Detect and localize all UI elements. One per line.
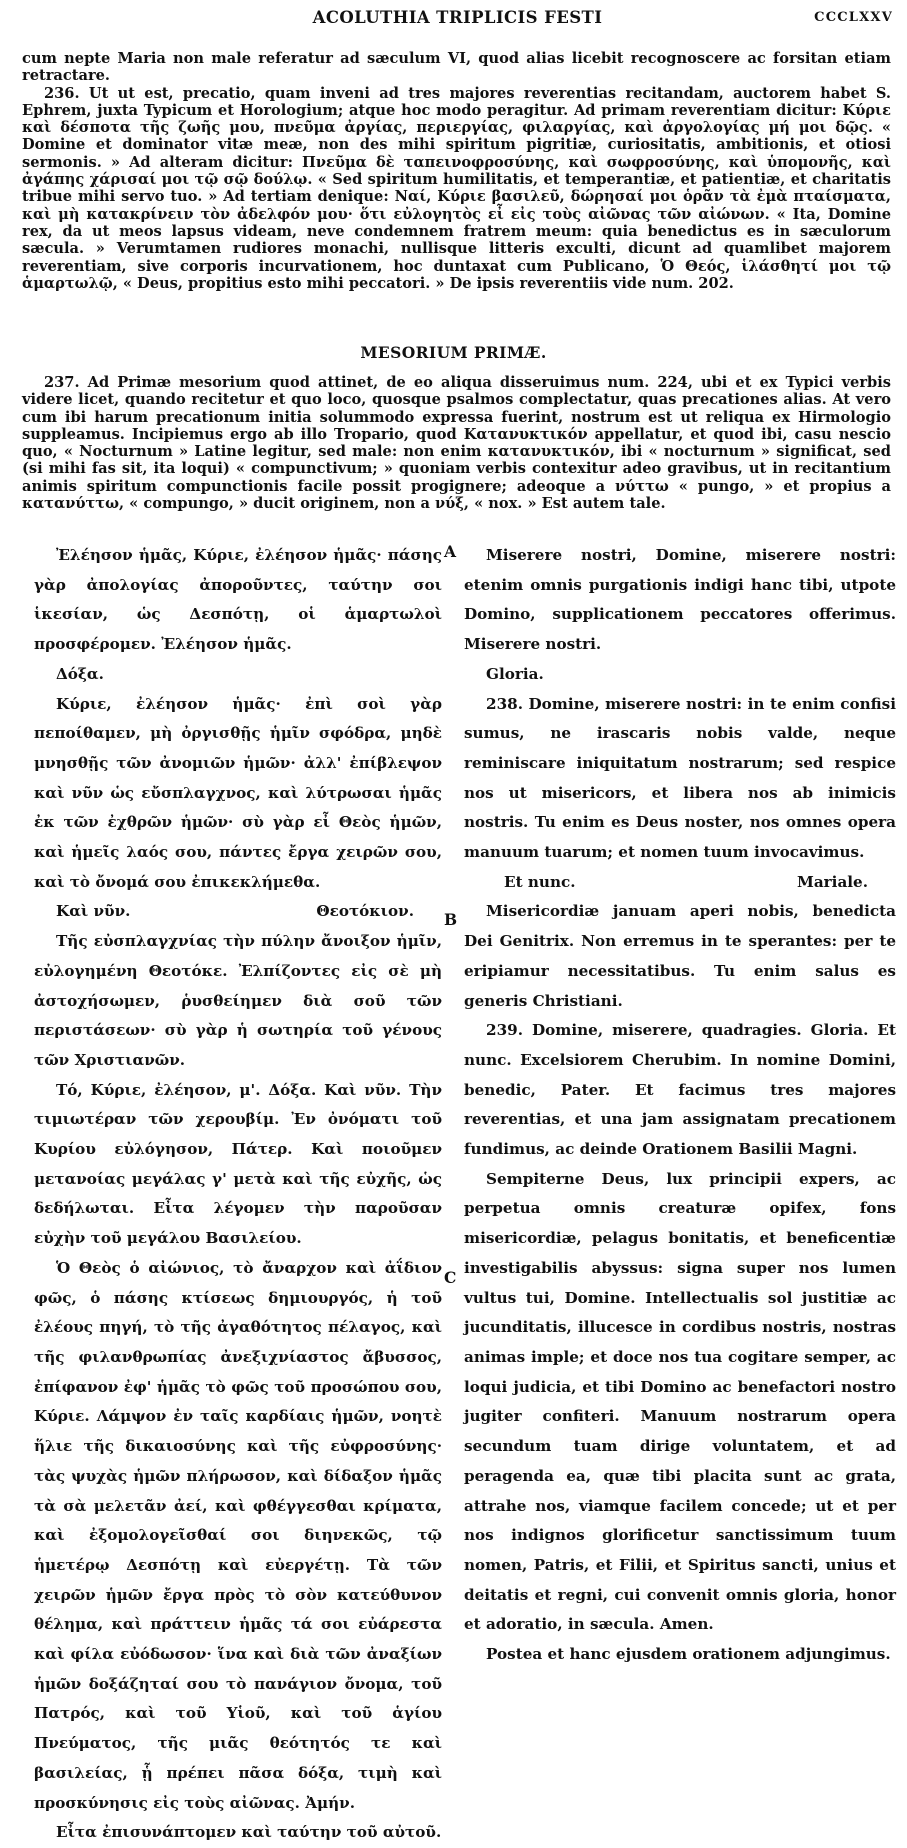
greek-kai-nyn-line [34,897,442,927]
latin-mariale: Mariale. [797,872,868,891]
greek-doxa: Δόξα. [56,664,104,683]
greek-kai-nyn: Καὶ νῦν. [56,902,131,921]
page-number: CCCLXXV [814,10,893,25]
greek-troparion-3: Τῆς εὐσπλαγχνίας τὴν πύλην ἄνοιξον ἡμῖν, εὐλογημένη Θεοτόκε. Ἐλπίζοντες εἰς σὲ μὴ ἀστοχήσωμεν, ῥυσθείημεν διὰ σοῦ τῶν περιστάσεων· σὺ γὰρ ἡ σωτηρία τοῦ γένους τῶν Χριστιανῶν. [34,932,442,1069]
margin-marker-c: C [444,1268,457,1287]
greek-prayer: Ὁ Θεὸς ὁ αἰώνιος, τὸ ἄναρχον καὶ ἀΐδιον φῶς, ὁ πάσης κτίσεως δημιουργός, ἡ τοῦ ἐλέους πηγή, τὸ τῆς ἀγαθότητος πέλαγος, καὶ τῆς φιλανθρωπίας ἀνεξιχνίαστος ἄβυσσος, ἐπίφανον ἐφ' ἡμᾶς τὸ φῶς τοῦ προσώπου σου, Κύριε. Λάμψον ἐν ταῖς καρδίαις ἡμῶν, νοητὲ ἥλιε τῆς δικαιοσύνης καὶ τῆς εὐφροσύνης· τὰς ψυχὰς ἡμῶν πλήρωσον, καὶ δίδαξον ἡμᾶς τὰ σὰ μελετᾶν ἀεί, καὶ φθέγγεσθαι κρίματα, καὶ ἐξομολογεῖσθαί σοι διηνεκῶς, τῷ ἡμετέρῳ Δεσπότῃ καὶ εὐεργέτῃ. Τὰ τῶν χειρῶν ἡμῶν ἔργα πρὸς τὸ σὸν κατεύθυνον θέλημα, καὶ πράττειν ἡμᾶς τά σοι εὐάρεστα καὶ φίλα εὐόδωσον· ἵνα καὶ διὰ τῶν ἀναξίων ἡμῶν δοξάζηταί σου τὸ πανάγιον ὄνομα, τοῦ Πατρός, καὶ τοῦ Υἱοῦ, καὶ τοῦ ἁγίου Πνεύματος, τῆς μιᾶς θεότητός τε καὶ βασιλείας, ᾗ πρέπει πᾶσα δόξα, τιμὴ καὶ προσκύνησις εἰς τοὺς αἰῶνας. Ἀμήν. [34,1258,442,1812]
latin-column [464,541,896,1670]
paragraph-236: 236. Ut ut est, precatio, quam inveni ad tres majores reverentias recitandam, auctorem habet S. Ephrem, juxta Typicum et Horologium; atque hoc modo peragitur. Ad primam reverentiam dicitur: Κύριε καὶ δέσποτα τῆς ζωῆς μου, πνεῦμα ἀργίας, περιεργίας, φιλαργίας, καὶ ἀργολογίας μή μοι δῷς. « Domine et dominator vitæ meæ, non des mihi spiritum pigritiæ, curiositatis, ambitionis, et otiosi sermonis. » Ad alteram dicitur: Πνεῦμα δὲ ταπεινοφροσύνης, καὶ σωφροσύνης, καὶ ὑπομονῆς, καὶ ἀγάπης χάρισαί μοι τῷ σῷ δούλῳ. « Sed spiritum humilitatis, et temperantiæ, et patientiæ, et charitatis tribue mihi servo tuo. » Ad tertiam denique: Ναί, Κύριε βασιλεῦ, δώρησαί μοι ὁρᾶν τὰ ἐμὰ πταίσματα, καὶ μὴ κατακρίνειν τὸν ἀδελφόν μου· ὅτι εὐλογητὸς εἶ εἰς τοὺς αἰῶνας τῶν αἰώνων. « Ita, Domine rex, da ut meos lapsus videam, neve condemnem fratrem meum: quia benedictus es in sæculorum sæcula. » Verumtamen rudiores monachi, nullisque litteris exculti, dicunt ad quamlibet majorem reverentiam, sive corporis incurvationem, hoc duntaxat cum Publicano, Ὁ Θεός, ἱλάσθητί μοι τῷ ἁμαρτωλῷ, « Deus, propitius esto mihi peccatori. » De ipsis reverentiis vide num. 202. [22,84,891,292]
running-title: ACOLUTHIA TRIPLICIS FESTI [312,8,603,27]
paragraph-238: 238. Domine, miserere nostri: in te enim confisi sumus, ne irascaris nobis valde, neque reminiscare iniquitatum nostrarum; sed respice nos ut misericors, et libera nos ab inimicis nostris. Tu enim es Deus noster, nos omnes opera manuum tuarum; et nomen tuum invocavimus. [464,694,896,862]
latin-troparion-3: Misericordiæ januam aperi nobis, benedicta Dei Genitrix. Non erremus in te sperantes: per te eripiamur necessitatibus. Tu enim salus es generis Christiani. [464,902,896,1010]
paragraph-237: 237. Ad Primæ mesorium quod attinet, de eo aliqua disseruimus num. 224, ubi et ex Typici verbis videre licet, quando recitetur et quo loco, quosque psalmos complectatur, quas precationes alias. At vero cum ibi harum precationum initia solummodo expressa fuerint, nostrum est ut reliqua ex Hirmologio suppleamus. Incipiemus ergo ab illo Tropario, quod Κατανυκτικόν appellatur, et quod ibi, casu nescio quo, « Nocturnum » Latine legitur, sed male: non enim κατανυκτικόν, ibi « nocturnum » significat, sed (si mihi fas sit, ita loqui) « compunctivum; » quoniam verbis contexitur adeo gravibus, ut in recitantium animis spiritum compunctionis facile possit progignere; adeoque a νύττω « pungo, » et propius a κατανύττω, « compungo, » ducit originem, non a νύξ, « nox. » Est autem tale. [22,374,891,513]
greek-column [34,541,442,1848]
section-body [22,374,891,512]
greek-theotokion: Θεοτόκιον. [316,902,414,921]
intro-section [22,50,891,292]
greek-rubric: Τό, Κύριε, ἐλέησον, μ'. Δόξα. Καὶ νῦν. Τὴν τιμιωτέραν τῶν χερουβίμ. Ἐν ὀνόματι τοῦ Κυρίου εὐλόγησον, Πάτερ. Καὶ ποιοῦμεν μετανοίας μεγάλας γ' μετὰ καὶ τῆς εὐχῆς, ὡς δεδήλωται. Εἶτα λέγομεν τὴν παροῦσαν εὐχὴν τοῦ μεγάλου Βασιλείου. [34,1080,442,1248]
latin-et-nunc: Et nunc. [504,872,576,891]
greek-closing: Εἶτα ἐπισυνάπτομεν καὶ ταύτην τοῦ αὐτοῦ. [56,1823,442,1842]
latin-gloria: Gloria. [486,664,544,683]
margin-marker-a: A [444,542,457,561]
latin-et-nunc-line [464,868,896,898]
continuation-paragraph: cum nepte Maria non male referatur ad sæculum VI, quod alias licebit recognoscere ac forsitan etiam retractare. [22,50,891,85]
latin-troparion-1: Miserere nostri, Domine, miserere nostri: etenim omnis purgationis indigi hanc tibi, utpote Domino, supplicationem peccatores offerimus. Miserere nostri. [464,546,896,654]
greek-troparion-1: Ἐλέησον ἡμᾶς, Κύριε, ἐλέησον ἡμᾶς· πάσης γὰρ ἀπολογίας ἀποροῦντες, ταύτην σοι ἱκεσίαν, ὡς Δεσπότῃ, οἱ ἁμαρτωλοὶ προσφέρομεν. Ἐλέησον ἡμᾶς. [34,546,442,654]
paragraph-239: 239. Domine, miserere, quadragies. Gloria. Et nunc. Excelsiorem Cherubim. In nomine Domini, benedic, Pater. Et facimus tres majores reverentias, et una jam assignatam precationem fundimus, ac deinde Orationem Basilii Magni. [464,1021,896,1159]
greek-troparion-2: Κύριε, ἐλέησον ἡμᾶς· ἐπὶ σοὶ γὰρ πεποίθαμεν, μὴ ὀργισθῇς ἡμῖν σφόδρα, μηδὲ μνησθῇς τῶν ἀνομιῶν ἡμῶν· ἀλλ' ἐπίβλεψον καὶ νῦν ὡς εὔσπλαγχνος, καὶ λύτρωσαι ἡμᾶς ἐκ τῶν ἐχθρῶν ἡμῶν· σὺ γὰρ εἶ Θεὸς ἡμῶν, καὶ ἡμεῖς λαός σου, πάντες ἔργα χειρῶν σου, καὶ τὸ ὄνομά σου ἐπικεκλήμεθα. [34,694,442,891]
running-header [22,8,893,30]
latin-prayer: Sempiterne Deus, lux principii expers, ac perpetua omnis creaturæ opifex, fons misericordiæ, pelagus bonitatis, et beneficentiæ investigabilis abyssus: signa super nos lumen vultus tui, Domine. Intellectualis sol justitiæ ac jucunditatis, illucesce in cordibus nostris, nostras animas imple; et doce nos tua cogitare semper, ac loqui judicia, et tibi Domino ac benefactori nostro jugiter confiteri. Manuum nostrarum opera secundum tuam dirige voluntatem, et ad peragenda ea, quæ tibi placita sunt ac grata, attrahe nos, viamque facilem concede; ut et per nos indignos glorificetur sanctissimum tuum nomen, Patris, et Filii, et Spiritus sancti, unius et deitatis et regni, cui convenit omnis gloria, honor et adoratio, in sæcula. Amen. [464,1169,896,1634]
margin-marker-b: B [444,910,458,929]
latin-closing: Postea et hanc ejusdem orationem adjungimus. [486,1645,891,1664]
section-heading: MESORIUM PRIMÆ. [360,343,547,362]
